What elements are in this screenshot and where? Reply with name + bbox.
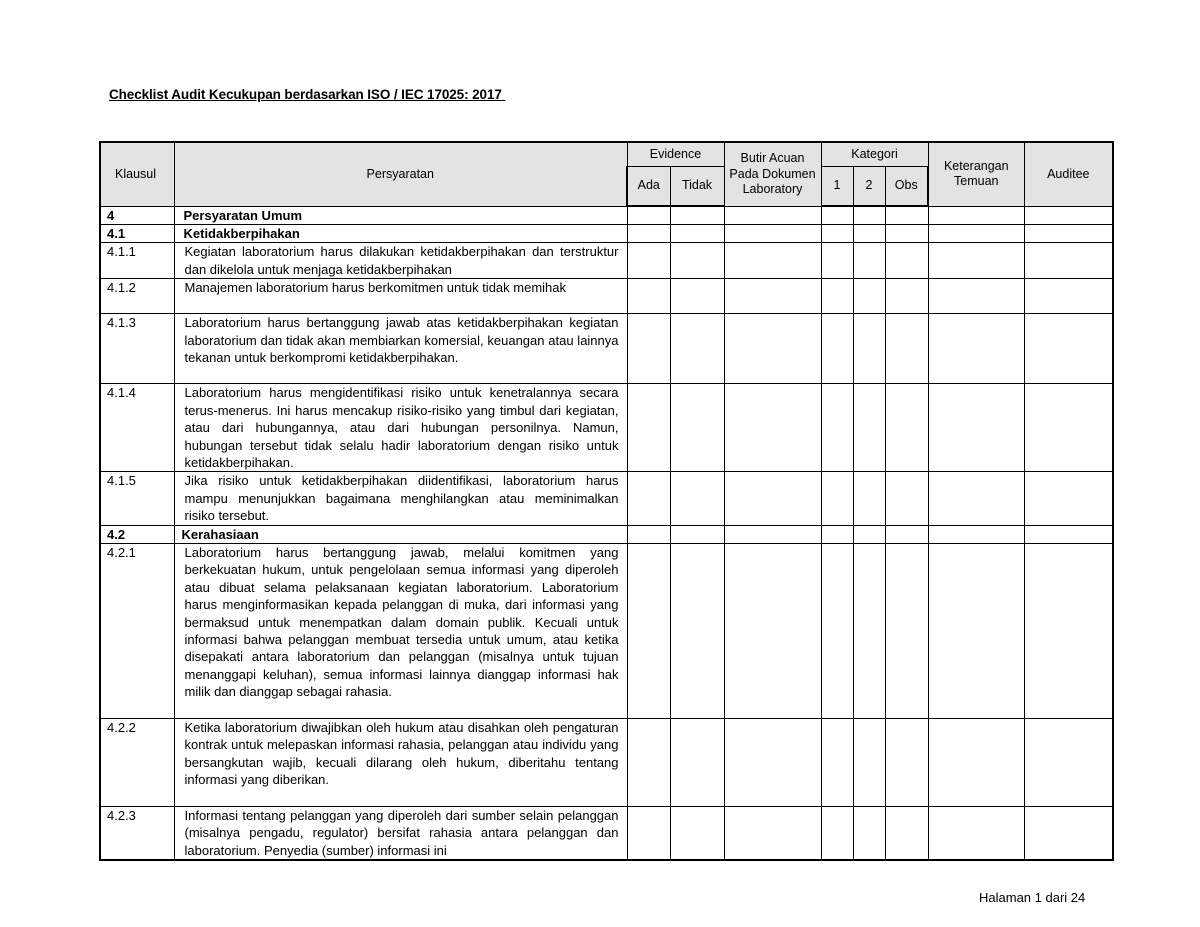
kategori-1-cell[interactable] xyxy=(821,384,853,472)
tidak-cell[interactable] xyxy=(670,243,724,279)
table-row xyxy=(100,206,1113,224)
klausul-number: 4.1.3 xyxy=(100,314,174,384)
klausul-number: 4.1.5 xyxy=(100,472,174,525)
table-row xyxy=(100,525,1113,543)
table-row xyxy=(100,243,1113,279)
header-kategori-obs: Obs xyxy=(885,166,928,206)
table-row xyxy=(100,314,1113,384)
klausul-number: 4.2.3 xyxy=(100,806,174,860)
auditee-cell[interactable] xyxy=(1024,472,1113,525)
kategori-2-cell[interactable] xyxy=(853,243,885,279)
butir-acuan-cell[interactable] xyxy=(724,243,821,279)
kategori-2-cell[interactable] xyxy=(853,718,885,806)
header-persyaratan: Persyaratan xyxy=(174,142,627,206)
ada-cell[interactable] xyxy=(627,543,670,718)
butir-acuan-cell[interactable] xyxy=(724,525,821,543)
requirement-text: Jika risiko untuk ketidakberpihakan diidentifikasi, laboratorium harus mampu menunjukkan bagaimana menghilangkan atau meminimalkan risiko tersebut. xyxy=(174,472,627,525)
keterangan-cell[interactable] xyxy=(928,224,1024,242)
document-title: Checklist Audit Kecukupan berdasarkan ISO / IEC 17025: 2017 xyxy=(109,87,506,102)
kategori-1-cell[interactable] xyxy=(821,224,853,242)
kategori-obs-cell[interactable] xyxy=(885,806,928,860)
keterangan-cell[interactable] xyxy=(928,314,1024,384)
audit-checklist-table xyxy=(99,141,1114,861)
tidak-cell[interactable] xyxy=(670,472,724,525)
butir-acuan-cell[interactable] xyxy=(724,206,821,224)
ada-cell[interactable] xyxy=(627,718,670,806)
kategori-1-cell[interactable] xyxy=(821,806,853,860)
kategori-1-cell[interactable] xyxy=(821,472,853,525)
table-row xyxy=(100,279,1113,314)
keterangan-cell[interactable] xyxy=(928,806,1024,860)
kategori-obs-cell[interactable] xyxy=(885,543,928,718)
butir-acuan-cell[interactable] xyxy=(724,224,821,242)
klausul-number: 4 xyxy=(100,206,174,224)
section-title: Persyaratan Umum xyxy=(174,206,627,224)
klausul-number: 4.1.1 xyxy=(100,243,174,279)
klausul-number: 4.2.2 xyxy=(100,718,174,806)
kategori-obs-cell[interactable] xyxy=(885,384,928,472)
klausul-number: 4.1.2 xyxy=(100,279,174,314)
butir-acuan-cell[interactable] xyxy=(724,806,821,860)
requirement-text: Manajemen laboratorium harus berkomitmen untuk tidak memihak xyxy=(174,279,627,314)
keterangan-cell[interactable] xyxy=(928,279,1024,314)
header-evidence: Evidence xyxy=(627,142,724,166)
ada-cell[interactable] xyxy=(627,224,670,242)
kategori-obs-cell[interactable] xyxy=(885,206,928,224)
klausul-number: 4.2.1 xyxy=(100,543,174,718)
kategori-obs-cell[interactable] xyxy=(885,243,928,279)
butir-acuan-cell[interactable] xyxy=(724,384,821,472)
klausul-number: 4.1 xyxy=(100,224,174,242)
butir-acuan-cell[interactable] xyxy=(724,279,821,314)
page-number: Halaman 1 dari 24 xyxy=(979,890,1086,905)
header-butir-acuan: Butir Acuan Pada Dokumen Laboratory xyxy=(724,142,821,206)
auditee-cell[interactable] xyxy=(1024,279,1113,314)
kategori-2-cell[interactable] xyxy=(853,525,885,543)
ada-cell[interactable] xyxy=(627,806,670,860)
kategori-2-cell[interactable] xyxy=(853,543,885,718)
requirement-text: Ketika laboratorium diwajibkan oleh hukum atau disahkan oleh pengaturan kontrak untuk melepaskan informasi rahasia, pelanggan atau individu yang bersangkutan wajib, kecuali dilarang oleh hukum, diberitahu tentang informasi yang diberikan. xyxy=(174,718,627,806)
tidak-cell[interactable] xyxy=(670,224,724,242)
ada-cell[interactable] xyxy=(627,314,670,384)
ada-cell[interactable] xyxy=(627,472,670,525)
kategori-1-cell[interactable] xyxy=(821,243,853,279)
auditee-cell[interactable] xyxy=(1024,243,1113,279)
kategori-2-cell[interactable] xyxy=(853,279,885,314)
kategori-1-cell[interactable] xyxy=(821,543,853,718)
requirement-cell xyxy=(174,806,627,860)
table-row xyxy=(100,472,1113,525)
section-title: Kerahasiaan xyxy=(174,525,627,543)
klausul-number: 4.1.4 xyxy=(100,384,174,472)
tidak-cell[interactable] xyxy=(670,314,724,384)
kategori-1-cell[interactable] xyxy=(821,279,853,314)
tidak-cell[interactable] xyxy=(670,543,724,718)
kategori-obs-cell[interactable] xyxy=(885,224,928,242)
kategori-2-cell[interactable] xyxy=(853,206,885,224)
auditee-cell[interactable] xyxy=(1024,314,1113,384)
table-row xyxy=(100,384,1113,472)
keterangan-cell[interactable] xyxy=(928,206,1024,224)
header-auditee: Auditee xyxy=(1024,142,1113,206)
keterangan-cell[interactable] xyxy=(928,525,1024,543)
kategori-obs-cell[interactable] xyxy=(885,279,928,314)
kategori-obs-cell[interactable] xyxy=(885,472,928,525)
kategori-obs-cell[interactable] xyxy=(885,718,928,806)
ada-cell[interactable] xyxy=(627,206,670,224)
kategori-1-cell[interactable] xyxy=(821,206,853,224)
requirement-text: Informasi tentang pelanggan yang diperoleh dari sumber selain pelanggan (misalnya pengadu, regulator) bersifat rahasia antara pelanggan dan laboratorium. Penyedia (sumber) informasi ini xyxy=(184,807,619,858)
tidak-cell[interactable] xyxy=(670,206,724,224)
kategori-obs-cell[interactable] xyxy=(885,314,928,384)
auditee-cell[interactable] xyxy=(1024,806,1113,860)
requirement-text: Laboratorium harus bertanggung jawab atas ketidakberpihakan kegiatan laboratorium dan tidak akan membiarkan komersial, keuangan atau lainnya tekanan untuk berkompromi ketidakberpihakan. xyxy=(174,314,627,384)
header-kategori-1: 1 xyxy=(821,166,853,206)
header-kategori-2: 2 xyxy=(853,166,885,206)
auditee-cell[interactable] xyxy=(1024,525,1113,543)
auditee-cell[interactable] xyxy=(1024,224,1113,242)
requirement-text: Laboratorium harus mengidentifikasi risiko untuk kenetralannya secara terus-menerus. Ini harus mencakup risiko-risiko yang timbul dari kegiatan, atau dari hubungannya, atau dari hubungan personilnya. Namun, hubungan tersebut tidak selalu hadir laboratorium dengan risiko untuk ketidakberpihakan. xyxy=(174,384,627,472)
table-row xyxy=(100,718,1113,806)
auditee-cell[interactable] xyxy=(1024,543,1113,718)
auditee-cell[interactable] xyxy=(1024,718,1113,806)
keterangan-cell[interactable] xyxy=(928,543,1024,718)
header-kategori: Kategori xyxy=(821,142,928,166)
section-title: Ketidakberpihakan xyxy=(174,224,627,242)
ada-cell[interactable] xyxy=(627,279,670,314)
tidak-cell[interactable] xyxy=(670,806,724,860)
table-row xyxy=(100,224,1113,242)
tidak-cell[interactable] xyxy=(670,718,724,806)
keterangan-cell[interactable] xyxy=(928,718,1024,806)
kategori-2-cell[interactable] xyxy=(853,224,885,242)
kategori-1-cell[interactable] xyxy=(821,718,853,806)
kategori-2-cell[interactable] xyxy=(853,384,885,472)
klausul-number: 4.2 xyxy=(100,525,174,543)
ada-cell[interactable] xyxy=(627,243,670,279)
kategori-obs-cell[interactable] xyxy=(885,525,928,543)
butir-acuan-cell[interactable] xyxy=(724,718,821,806)
header-keterangan-temuan: Keterangan Temuan xyxy=(928,142,1024,206)
tidak-cell[interactable] xyxy=(670,525,724,543)
tidak-cell[interactable] xyxy=(670,384,724,472)
auditee-cell[interactable] xyxy=(1024,206,1113,224)
requirement-text: Laboratorium harus bertanggung jawab, melalui komitmen yang berkekuatan hukum, untuk pengelolaan semua informasi yang diperoleh atau dibuat selama pelaksanaan kegiatan laboratorium. Laboratorium harus menginformasikan kepada pelanggan di muka, dari informasi yang bermaksud untuk menempatkan dalam domain publik. Kecuali untuk informasi bahwa pelanggan membuat tersedia untuk umum, atau ketika disepakati antara laboratorium dan pelanggan (misalnya untuk tujuan menanggapi keluhan), semua informasi lainnya dianggap informasi hak milik dan dianggap sebagai rahasia. xyxy=(174,543,627,718)
butir-acuan-cell[interactable] xyxy=(724,543,821,718)
kategori-2-cell[interactable] xyxy=(853,472,885,525)
requirement-text: Kegiatan laboratorium harus dilakukan ketidakberpihakan dan terstruktur dan dikelola untuk menjaga ketidakberpihakan xyxy=(174,243,627,279)
header-klausul: Klausul xyxy=(100,142,174,206)
table-row xyxy=(100,806,1113,860)
table-row xyxy=(100,543,1113,718)
kategori-1-cell[interactable] xyxy=(821,525,853,543)
kategori-2-cell[interactable] xyxy=(853,806,885,860)
keterangan-cell[interactable] xyxy=(928,243,1024,279)
butir-acuan-cell[interactable] xyxy=(724,314,821,384)
keterangan-cell[interactable] xyxy=(928,384,1024,472)
ada-cell[interactable] xyxy=(627,384,670,472)
kategori-1-cell[interactable] xyxy=(821,314,853,384)
header-evidence-ada: Ada xyxy=(627,166,670,206)
header-evidence-tidak: Tidak xyxy=(670,166,724,206)
butir-acuan-cell[interactable] xyxy=(724,472,821,525)
keterangan-cell[interactable] xyxy=(928,472,1024,525)
auditee-cell[interactable] xyxy=(1024,384,1113,472)
ada-cell[interactable] xyxy=(627,525,670,543)
kategori-2-cell[interactable] xyxy=(853,314,885,384)
tidak-cell[interactable] xyxy=(670,279,724,314)
